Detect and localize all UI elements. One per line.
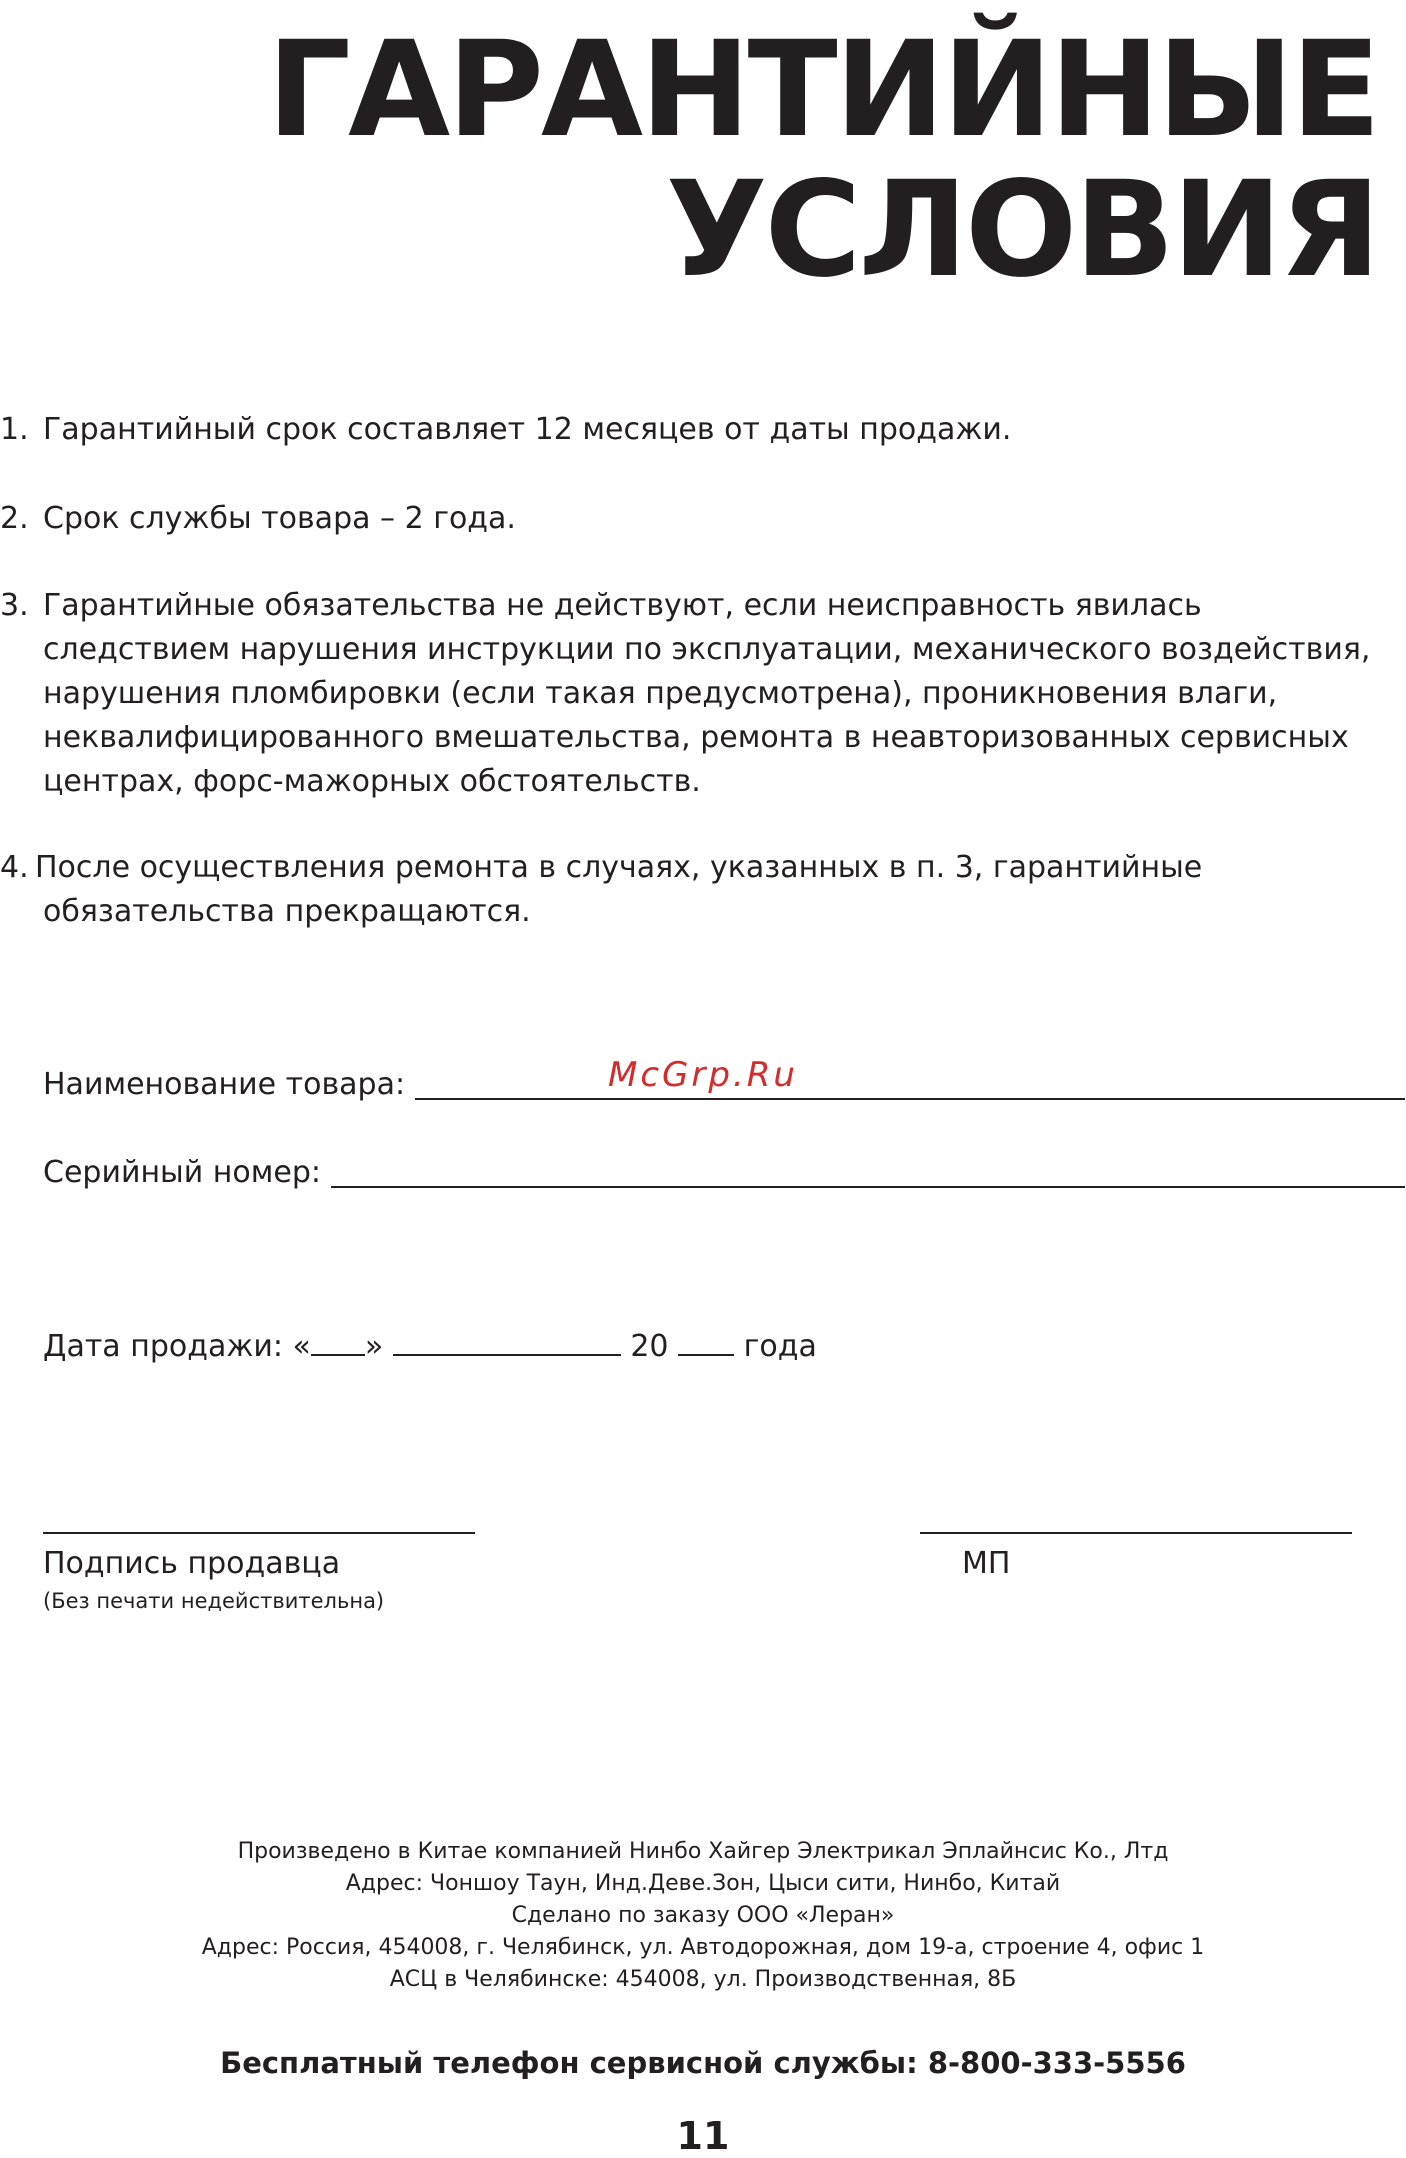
condition-item-1: [0, 408, 1406, 452]
sale-date-label: Дата продажи: «: [43, 1329, 311, 1364]
page-number: 11: [676, 2114, 730, 2158]
service-hotline: Бесплатный телефон сервисной службы: 8-800-333-5556: [220, 2046, 1186, 2080]
sale-date-close-quote: »: [364, 1329, 384, 1364]
seller-signature-label: Подпись продавца: [43, 1546, 341, 1581]
condition-text: Гарантийные обязательства не действуют, если неисправность явилась следствием нарушения инструкции по эксплуатации, механического воздействия, нарушения пломбировки (если такая предусмотрена), проникновения влаги, неквалифицированного вмешательства, ремонта в неавторизованных сервисных центрах, форс-мажорных обстоятельств.: [43, 588, 1371, 799]
condition-text: После осуществления ремонта в случаях, указанных в п. 3, гарантийные обязательства прекращаются.: [35, 850, 1203, 929]
watermark: McGrp.Ru: [608, 1055, 798, 1095]
condition-number: 1.: [0, 412, 29, 447]
manufacturer-info: [0, 1836, 1406, 1996]
sale-day-field[interactable]: [311, 1324, 365, 1356]
condition-item-2: [0, 497, 1406, 541]
footer-line: Адрес: Чоншоу Таун, Инд.Деве.Зон, Цыси сити, Нинбо, Китай: [345, 1871, 1061, 1896]
product-name-field[interactable]: [415, 1098, 1405, 1100]
condition-number: 4.: [0, 850, 29, 885]
product-name-label: Наименование товара:: [43, 1067, 406, 1102]
footer-line: Произведено в Китае компанией Нинбо Хайгер Электрикал Эплайнсис Ко., Лтд: [237, 1839, 1169, 1864]
condition-number: 3.: [0, 588, 29, 623]
condition-number: 2.: [0, 501, 29, 536]
page-title-line-1: ГАРАНТИЙНЫЕ: [266, 13, 1378, 167]
sale-date-row: [43, 1324, 817, 1369]
sale-year-field[interactable]: [678, 1324, 734, 1356]
condition-text: Гарантийный срок составляет 12 месяцев от даты продажи.: [43, 412, 1012, 447]
footer-line: Сделано по заказу ООО «Леран»: [511, 1903, 895, 1928]
stamp-field[interactable]: [920, 1532, 1352, 1534]
sale-month-field[interactable]: [393, 1324, 621, 1356]
seller-signature-note: (Без печати недействительна): [43, 1589, 385, 1613]
serial-number-label: Серийный номер:: [43, 1155, 321, 1190]
stamp-label: МП: [962, 1546, 1011, 1581]
seller-signature-field[interactable]: [43, 1532, 475, 1534]
condition-text: Срок службы товара – 2 года.: [43, 501, 516, 536]
sale-year-suffix: года: [743, 1329, 817, 1364]
serial-number-field[interactable]: [331, 1186, 1405, 1188]
condition-item-4: [0, 846, 1406, 934]
footer-line: Адрес: Россия, 454008, г. Челябинск, ул. Автодорожная, дом 19-а, строение 4, офис 1: [201, 1935, 1205, 1960]
sale-year-prefix: 20: [630, 1329, 669, 1364]
condition-item-3: [0, 584, 1406, 804]
footer-line: АСЦ в Челябинске: 454008, ул. Производственная, 8Б: [389, 1967, 1017, 1992]
page-title-line-2: УСЛОВИЯ: [665, 153, 1378, 307]
